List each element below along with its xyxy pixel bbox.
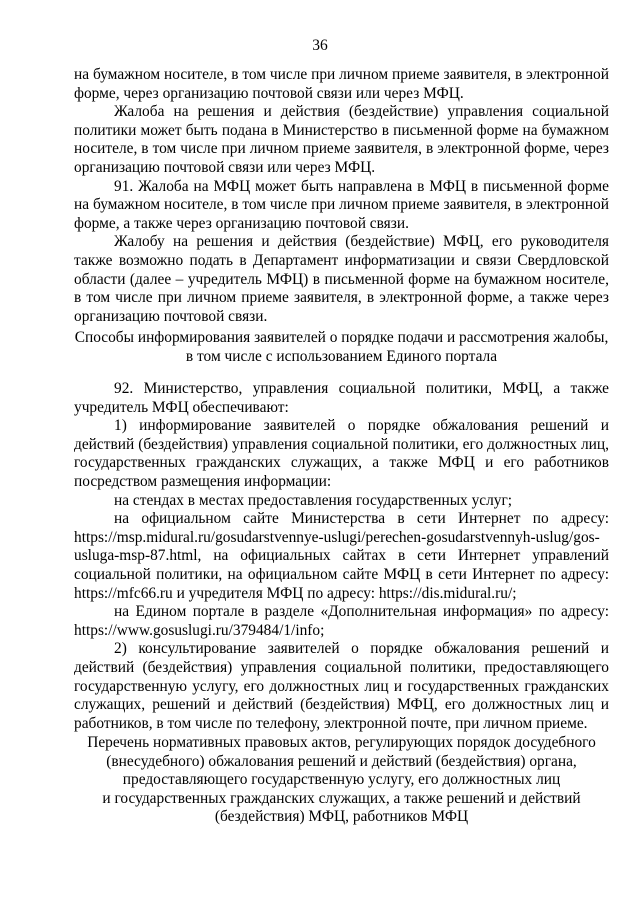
paragraph: на Едином портале в разделе «Дополнительная информация» по адресу: https://www.gosuslugi.ru/379484/1/info;	[74, 603, 609, 639]
paragraph: 92. Министерство, управления социальной политики, МФЦ, а также учредитель МФЦ обеспечивают:	[74, 380, 609, 416]
heading-line: Способы информирования заявителей о порядке подачи и рассмотрения жалобы,	[74, 329, 609, 346]
paragraph: на бумажном носителе, в том числе при личном приеме заявителя, в электронной форме, через организацию почтовой связи или через МФЦ.	[74, 66, 609, 102]
heading-line: (бездействия) МФЦ, работников МФЦ	[214, 808, 469, 826]
paragraph: 1) информирование заявителей о порядке обжалования решений и действий (бездействия) управления социальной политики, его должностных лиц, государственных гражданских служащих, а также МФЦ и его работников посредством размещения информации:	[74, 417, 609, 490]
paragraph: на стендах в местах предоставления государственных услуг;	[114, 491, 513, 509]
paragraph: на официальном сайте Министерства в сети Интернет по адресу: https://msp.midural.ru/gosudarstvennye-uslugi/perechen-gosudarstvennyh-uslug/gos-usluga-msp-87.html, на официальных сайтах в сети Интернет управлений социальной политики, на официальном сайте МФЦ в сети Интернет по адресу: https://mfc66.ru и учредителя МФЦ по адресу: https://dis.midural.ru/;	[74, 510, 609, 602]
heading-line: Перечень нормативных правовых актов, регулирующих порядок досудебного	[87, 734, 596, 751]
paragraph: 91. Жалоба на МФЦ может быть направлена в МФЦ в письменной форме на бумажном носителе, в том числе при личном приеме заявителя, в электронной форме, а также через организацию почтовой связи.	[74, 177, 609, 232]
paragraph: Жалобу на решения и действия (бездействие) МФЦ, его руководителя также возможно подать в Департамент информатизации и связи Свердловской области (далее – учредитель МФЦ) в письменной форме на бумажном носителе, в том числе при личном приеме заявителя, в электронной форме, а также через организацию почтовой связи.	[74, 233, 609, 325]
heading-line: (внесудебного) обжалования решений и действий (бездействия) органа,	[106, 752, 577, 770]
section-heading-informing	[74, 329, 609, 366]
heading-line: в том числе с использованием Единого портала	[185, 347, 498, 365]
informing-methods-section	[74, 380, 609, 733]
heading-line: предоставляющего государственную услугу, его должностных лиц	[122, 771, 561, 789]
complaint-submission-section	[74, 66, 609, 326]
page-number: 36	[312, 37, 328, 54]
heading-line: и государственных гражданских служащих, а также решений и действий	[102, 789, 581, 807]
section-heading-legal-acts	[74, 734, 609, 827]
paragraph: 2) консультирование заявителей о порядке обжалования решений и действий (бездействия) управления социальной политики, предоставляющего государственную услугу, его должностных лиц и государственных гражданских служащих, решений и действий (бездействия) МФЦ, его должностных лиц и работников, в том числе по телефону, электронной почте, при личном приеме.	[74, 640, 609, 732]
paragraph: Жалоба на решения и действия (бездействие) управления социальной политики может быть подана в Министерство в письменной форме на бумажном носителе, в том числе при личном приеме заявителя, в электронной форме, через организацию почтовой связи или через МФЦ.	[74, 103, 609, 176]
